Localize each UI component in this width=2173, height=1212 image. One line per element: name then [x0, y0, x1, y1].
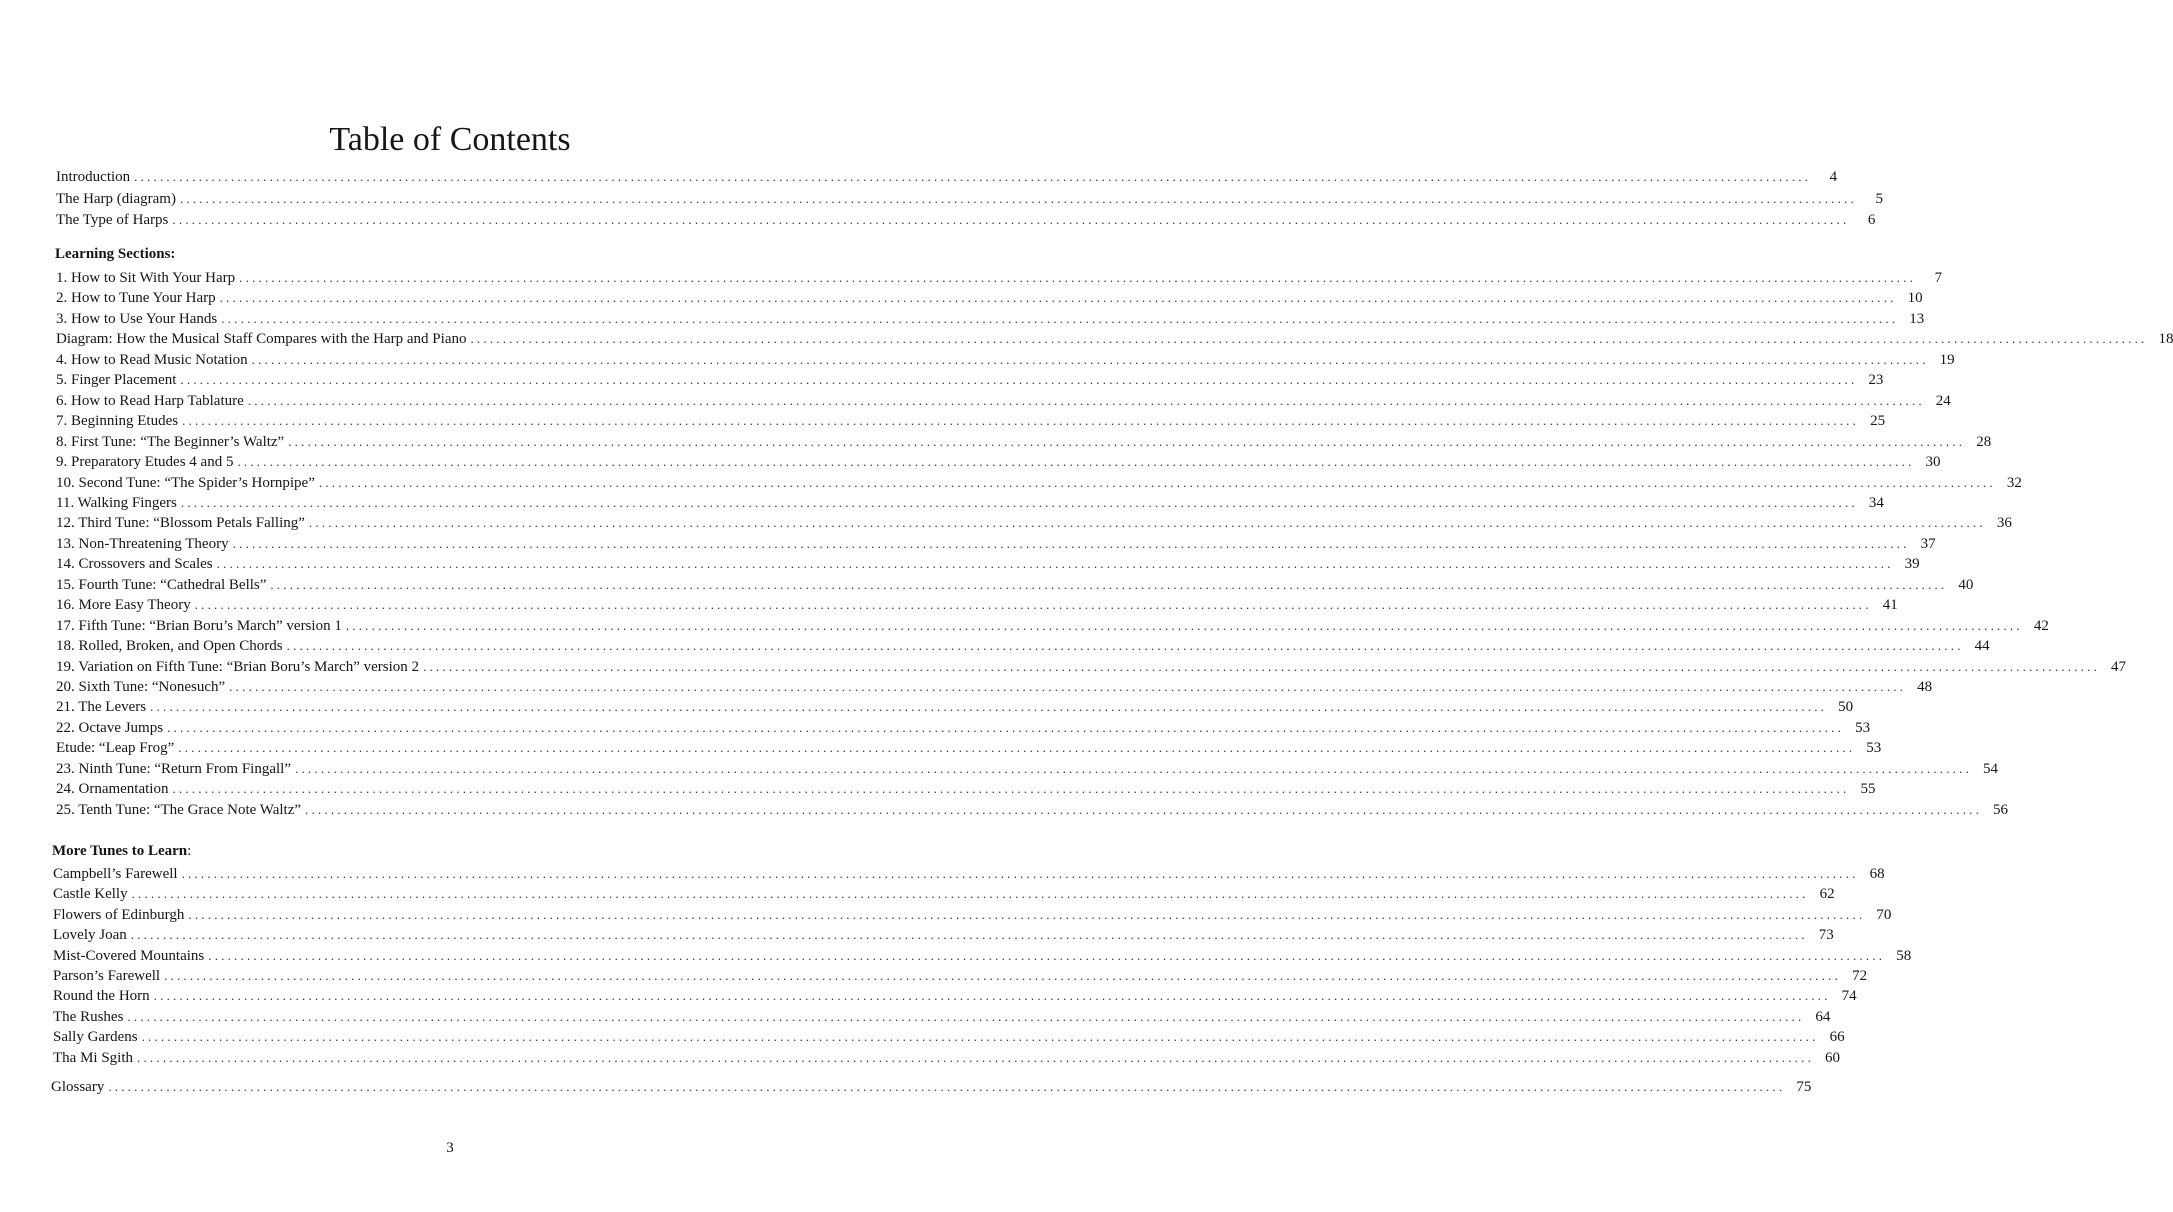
toc-entry-page: 19	[1939, 351, 1955, 368]
toc-entry-page: 4	[1829, 169, 1838, 185]
toc-entry	[53, 883, 1835, 903]
toc-entry-label: 11. Walking Fingers	[56, 494, 177, 511]
toc-entry-page: 10	[1907, 290, 1923, 307]
dot-leader: ....................................................................................................................................................................................................................................................................	[131, 886, 1809, 902]
toc-entry-label: 22. Octave Jumps	[56, 719, 164, 736]
toc-entry-page: 28	[1976, 433, 1992, 450]
toc-entry-label: 19. Variation on Fifth Tune: “Brian Boru’s March” version 2	[56, 658, 420, 675]
toc-entry	[56, 553, 1920, 573]
toc-entry-page: 68	[1869, 866, 1885, 882]
toc-entry-label: Diagram: How the Musical Staff Compares with the Harp and Piano	[56, 331, 467, 348]
toc-entry-label: Tha Mi Sgith	[53, 1049, 134, 1066]
toc-entry-page: 72	[1852, 968, 1868, 984]
toc-entry	[53, 863, 1885, 883]
page-title: Table of Contents	[329, 121, 571, 158]
toc-entry-label: 24. Ornamentation	[56, 781, 169, 798]
toc-entry	[56, 328, 2173, 348]
toc-entry-label: 9. Preparatory Etudes 4 and 5	[56, 454, 234, 471]
dot-leader: ....................................................................................................................................................................................................................................................................	[286, 638, 1964, 654]
dot-leader: ....................................................................................................................................................................................................................................................................	[108, 1079, 1786, 1094]
toc-entry-label: 3. How to Use Your Hands	[56, 310, 218, 327]
toc-entry-page: 47	[2111, 658, 2127, 675]
toc-entry-label: 16. More Easy Theory	[56, 597, 191, 614]
toc-entry-label: 5. Finger Placement	[56, 372, 177, 389]
toc-entry	[56, 188, 1883, 208]
dot-leader: ....................................................................................................................................................................................................................................................................	[318, 474, 1996, 490]
toc-entry	[56, 778, 1876, 798]
toc-entry-page: 74	[1841, 988, 1857, 1005]
dot-leader: ....................................................................................................................................................................................................................................................................	[239, 270, 1917, 285]
dot-leader: ....................................................................................................................................................................................................................................................................	[423, 658, 2101, 674]
dot-leader: ....................................................................................................................................................................................................................................................................	[345, 617, 2023, 633]
toc-entry-label: 23. Ninth Tune: “Return From Fingall”	[56, 760, 292, 777]
toc-entry-page: 42	[2033, 617, 2049, 634]
toc-entry-page: 60	[1825, 1049, 1841, 1066]
toc-entry	[56, 799, 2009, 819]
dot-leader: ....................................................................................................................................................................................................................................................................	[172, 212, 1850, 227]
toc-entry-label: 14. Crossovers and Scales	[56, 556, 213, 573]
toc-entry	[53, 985, 1857, 1005]
more-tunes-heading-text: More Tunes to Learn	[52, 843, 188, 859]
toc-entry-label: Etude: “Leap Frog”	[56, 740, 175, 757]
dot-leader: ....................................................................................................................................................................................................................................................................	[229, 679, 1907, 694]
toc-entry-page: 25	[1870, 413, 1886, 430]
toc-entry-page: 53	[1855, 719, 1871, 736]
dot-leader: ....................................................................................................................................................................................................................................................................	[172, 781, 1850, 797]
toc-entry-label: 7. Beginning Etudes	[56, 413, 179, 430]
toc-entry-label: Mist-Covered Mountains	[53, 947, 205, 964]
dot-leader: ....................................................................................................................................................................................................................................................................	[216, 556, 1894, 572]
toc-entry-page: 54	[1983, 760, 1999, 777]
toc-entry	[56, 369, 1884, 389]
toc-entry-label: 10. Second Tune: “The Spider’s Hornpipe”	[56, 474, 315, 491]
toc-entry	[56, 574, 1974, 594]
toc-entry-label: Lovely Joan	[53, 927, 127, 944]
dot-leader: ....................................................................................................................................................................................................................................................................	[219, 290, 1897, 306]
toc-entry-label: 21. The Levers	[56, 699, 147, 716]
toc-entry-label: 2. How to Tune Your Harp	[56, 290, 216, 307]
toc-entry	[56, 737, 1882, 757]
toc-entry-label: Glossary	[51, 1079, 105, 1095]
toc-entry-label: 25. Tenth Tune: “The Grace Note Waltz”	[56, 801, 302, 818]
dot-leader: ....................................................................................................................................................................................................................................................................	[127, 1008, 1805, 1024]
toc-entry	[56, 533, 1936, 553]
dot-leader: ....................................................................................................................................................................................................................................................................	[150, 699, 1828, 715]
toc-entry	[56, 717, 1871, 737]
dot-leader: ....................................................................................................................................................................................................................................................................	[141, 1029, 1819, 1045]
toc-entry-label: Flowers of Edinburgh	[53, 906, 185, 923]
toc-entry	[56, 696, 1854, 716]
dot-leader: ....................................................................................................................................................................................................................................................................	[221, 310, 1899, 326]
more-tunes-heading	[52, 842, 191, 860]
toc-entry	[56, 166, 1838, 186]
toc-entry	[56, 451, 1941, 471]
toc-entry-page: 44	[1974, 638, 1990, 655]
toc-entry-page: 53	[1866, 740, 1882, 757]
toc-entry	[56, 492, 1884, 512]
toc-entry-page: 30	[1925, 454, 1941, 471]
toc-entry	[56, 390, 1951, 410]
toc-entry-page: 37	[1920, 535, 1936, 552]
toc-entry-label: Castle Kelly	[53, 886, 128, 903]
toc-entry-page: 66	[1829, 1029, 1845, 1046]
toc-entry-label: 15. Fourth Tune: “Cathedral Bells”	[56, 576, 267, 593]
dot-leader: ....................................................................................................................................................................................................................................................................	[270, 576, 1948, 592]
toc-entry-label: 1. How to Sit With Your Harp	[56, 270, 236, 286]
toc-entry	[56, 472, 2022, 492]
toc-entry-page: 58	[1896, 947, 1912, 964]
dot-leader: ....................................................................................................................................................................................................................................................................	[181, 866, 1859, 881]
toc-entry-label: The Harp (diagram)	[56, 190, 176, 207]
page-number: 3	[446, 1140, 454, 1156]
dot-leader: ....................................................................................................................................................................................................................................................................	[247, 392, 1925, 408]
dot-leader: ....................................................................................................................................................................................................................................................................	[188, 906, 1866, 922]
toc-entry-label: 17. Fifth Tune: “Brian Boru’s March” version 1	[56, 617, 342, 634]
toc-entry	[53, 945, 1912, 965]
dot-leader: ....................................................................................................................................................................................................................................................................	[178, 740, 1856, 756]
toc-entry-page: 13	[1909, 310, 1925, 327]
dot-leader: ....................................................................................................................................................................................................................................................................	[305, 801, 1983, 817]
toc-entry	[56, 267, 1943, 287]
dot-leader: ....................................................................................................................................................................................................................................................................	[167, 719, 1845, 735]
toc-entry-page: 41	[1882, 597, 1898, 614]
toc-entry	[56, 209, 1876, 229]
toc-entry-page: 39	[1904, 556, 1920, 573]
toc-entry	[53, 904, 1892, 924]
toc-entry	[51, 1076, 1812, 1096]
toc-entry-label: 13. Non-Threatening Theory	[56, 535, 229, 552]
toc-entry	[53, 924, 1834, 944]
dot-leader: ....................................................................................................................................................................................................................................................................	[164, 968, 1842, 983]
toc-entry-page: 36	[1996, 515, 2012, 532]
dot-leader: ....................................................................................................................................................................................................................................................................	[134, 169, 1812, 184]
toc-entry-label: The Type of Harps	[56, 212, 169, 228]
dot-leader: ....................................................................................................................................................................................................................................................................	[251, 351, 1929, 367]
toc-entry-page: 7	[1934, 270, 1943, 286]
more-tunes-heading-colon: :	[187, 843, 192, 859]
toc-entry	[56, 656, 2127, 676]
toc-entry-page: 23	[1868, 372, 1884, 389]
toc-entry-label: 4. How to Read Music Notation	[56, 351, 248, 368]
dot-leader: ....................................................................................................................................................................................................................................................................	[232, 535, 1910, 551]
toc-entry-label: Campbell’s Farewell	[53, 866, 178, 882]
toc-entry	[53, 965, 1868, 985]
toc-entry	[53, 1047, 1841, 1067]
toc-entry-page: 5	[1875, 190, 1883, 207]
toc-entry-page: 55	[1860, 781, 1876, 798]
toc-entry	[56, 615, 2049, 635]
toc-entry-page: 32	[2006, 474, 2022, 491]
dot-leader: ....................................................................................................................................................................................................................................................................	[130, 927, 1808, 943]
dot-leader: ....................................................................................................................................................................................................................................................................	[182, 413, 1860, 429]
toc-entry-label: 12. Third Tune: “Blossom Petals Falling”	[56, 515, 305, 532]
toc-entry-label: Sally Gardens	[53, 1029, 138, 1046]
toc-entry	[56, 635, 1990, 655]
toc-entry-label: 8. First Tune: “The Beginner’s Waltz”	[56, 433, 285, 450]
toc-entry-label: Introduction	[56, 169, 131, 185]
dot-leader: ....................................................................................................................................................................................................................................................................	[295, 760, 1973, 776]
toc-entry-page: 48	[1917, 679, 1933, 695]
toc-entry-label: The Rushes	[53, 1008, 124, 1025]
toc-entry	[56, 512, 2012, 532]
dot-leader: ....................................................................................................................................................................................................................................................................	[237, 454, 1915, 470]
toc-entry-page: 24	[1935, 392, 1951, 409]
dot-leader: ....................................................................................................................................................................................................................................................................	[208, 947, 1886, 963]
toc-entry	[56, 676, 1933, 696]
toc-entry-page: 62	[1819, 886, 1835, 903]
toc-entry	[56, 287, 1923, 307]
dot-leader: ....................................................................................................................................................................................................................................................................	[137, 1049, 1815, 1065]
toc-entry-page: 6	[1867, 212, 1876, 228]
toc-entry	[56, 431, 1992, 451]
toc-entry-page: 64	[1815, 1008, 1831, 1025]
dot-leader: ....................................................................................................................................................................................................................................................................	[194, 597, 1872, 613]
toc-entry-label: Round the Horn	[53, 988, 150, 1005]
dot-leader: ....................................................................................................................................................................................................................................................................	[153, 988, 1831, 1004]
toc-entry-page: 40	[1958, 576, 1974, 593]
dot-leader: ....................................................................................................................................................................................................................................................................	[180, 372, 1858, 388]
toc-entry	[56, 410, 1886, 430]
toc-entry-label: 6. How to Read Harp Tablature	[56, 392, 244, 409]
toc-entry	[56, 308, 1925, 328]
toc-entry-page: 50	[1838, 699, 1854, 716]
toc-entry	[56, 758, 1999, 778]
toc-entry	[56, 594, 1898, 614]
toc-entry-page: 75	[1796, 1079, 1812, 1095]
toc-entry-page: 34	[1868, 494, 1884, 511]
learning-sections-heading: Learning Sections:	[55, 246, 176, 262]
toc-entry-page: 18	[2158, 331, 2173, 348]
dot-leader: ....................................................................................................................................................................................................................................................................	[308, 515, 1986, 531]
toc-entry-page: 70	[1876, 906, 1892, 923]
toc-entry-label: Parson’s Farewell	[53, 968, 161, 984]
toc-entry-label: 18. Rolled, Broken, and Open Chords	[56, 638, 283, 655]
toc-entry-page: 73	[1818, 927, 1834, 944]
dot-leader: ....................................................................................................................................................................................................................................................................	[288, 433, 1966, 449]
dot-leader: ....................................................................................................................................................................................................................................................................	[179, 190, 1857, 206]
toc-entry	[53, 1026, 1845, 1046]
toc-entry-page: 56	[1993, 801, 2009, 818]
toc-entry-label: 20. Sixth Tune: “Nonesuch”	[56, 679, 226, 695]
dot-leader: ....................................................................................................................................................................................................................................................................	[180, 494, 1858, 510]
dot-leader: ....................................................................................................................................................................................................................................................................	[470, 331, 2148, 347]
toc-entry	[56, 349, 1955, 369]
toc-entry	[53, 1006, 1831, 1026]
